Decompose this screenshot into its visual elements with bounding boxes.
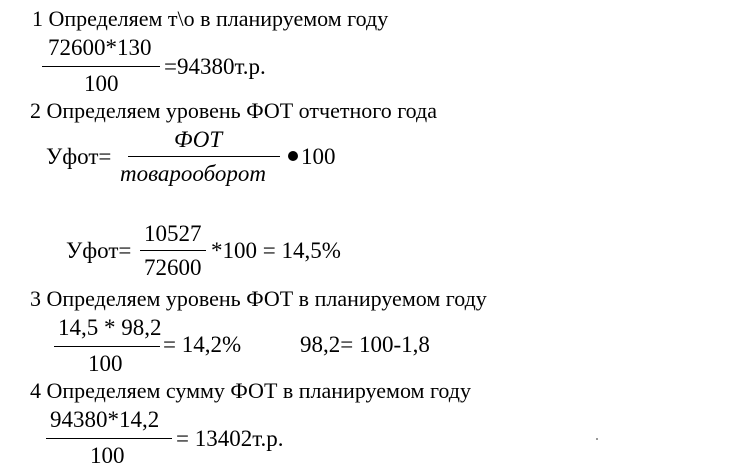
step-2-calc-fraction-bar <box>140 250 206 251</box>
scan-speck <box>596 438 598 440</box>
step-2-formula-multiplier: 100 <box>301 144 336 169</box>
multiplication-dot-icon <box>288 151 298 161</box>
step-2-calc-lhs: Уфот= <box>66 238 132 263</box>
step-4-result: = 13402т.р. <box>176 426 284 451</box>
step-1-denominator: 100 <box>84 71 119 96</box>
step-2-calc-numerator: 10527 <box>144 221 202 246</box>
step-1-numerator: 72600*130 <box>48 35 152 60</box>
step-4-denominator: 100 <box>90 443 125 468</box>
step-2-calc-denominator: 72600 <box>144 255 202 280</box>
step-3-note: 98,2= 100-1,8 <box>300 332 430 357</box>
step-1-result: =94380т.р. <box>164 54 266 79</box>
step-3-denominator: 100 <box>88 351 123 376</box>
step-2-formula-lhs: Уфот= <box>46 144 112 169</box>
step-1-fraction-bar <box>42 66 160 67</box>
step-4-heading: 4 Определяем сумму ФОТ в планируемом году <box>30 378 471 403</box>
step-3-numerator: 14,5 * 98,2 <box>58 315 162 340</box>
step-3-heading: 3 Определяем уровень ФОТ в планируемом году <box>30 286 487 311</box>
step-2-calc-result: *100 = 14,5% <box>211 238 341 263</box>
step-3-result: = 14,2% <box>163 332 242 357</box>
step-1-heading: 1 Определяем т\о в планируемом году <box>32 6 389 31</box>
step-4-numerator: 94380*14,2 <box>50 407 160 432</box>
step-4-fraction-bar <box>46 438 172 439</box>
step-2-formula-fraction-bar <box>128 156 280 157</box>
step-2-formula-denominator: товарооборот <box>120 161 267 186</box>
step-3-fraction-bar <box>54 346 160 347</box>
step-2-formula-numerator: ФОТ <box>174 127 223 152</box>
step-2-heading: 2 Определяем уровень ФОТ отчетного года <box>30 98 437 123</box>
